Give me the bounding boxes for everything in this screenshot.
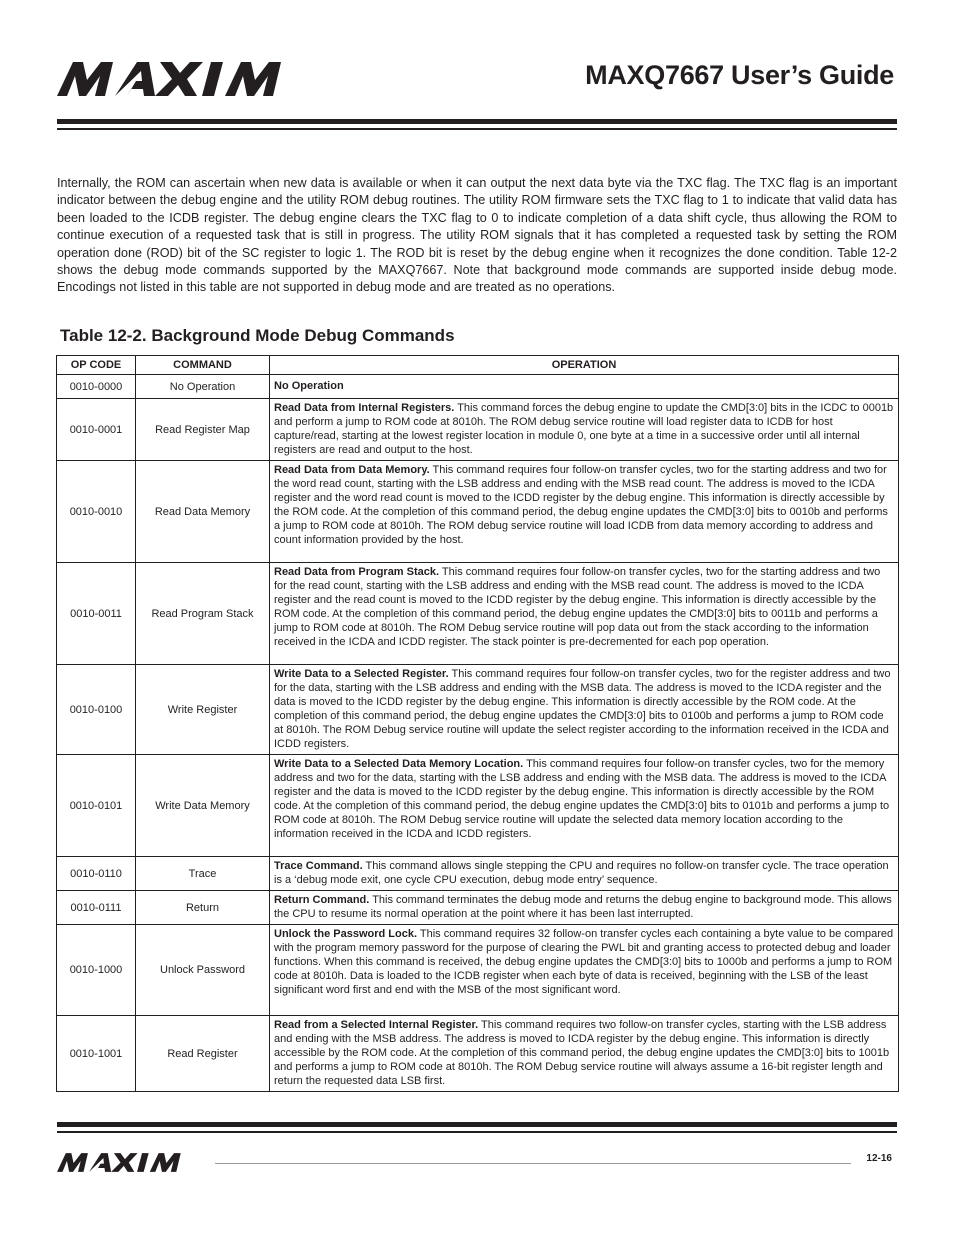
table-row	[57, 399, 899, 461]
operation-text: This command allows single stepping the CPU and requires no follow-on transfer cycle. The trace operation is a ‘debug mode exit, one cycle CPU execution, debug mode entry’ sequence.	[274, 860, 889, 886]
column-header-command: COMMAND	[136, 356, 270, 375]
table-row	[57, 925, 899, 1016]
operation-text: This command requires four follow-on transfer cycles, two for the register address and two for the data, starting with the LSB address and ending with the MSB data. The address is moved to the ICDA register and the data is moved to the ICDD register by the debug engine. This information is directly accessible by the ROM code. At the completion of this command period, the debug engine updates the CMD[3:0] bits to 0100b and performs a jump to ROM code at 8010h. The ROM Debug service routine will update the select register according to the information received in the ICDA and ICDD registers.	[274, 668, 891, 750]
intro-paragraph: Internally, the ROM can ascertain when new data is available or when it can output the next data byte via the TXC flag. The TXC flag is an important indicator between the debug engine and the utility ROM debug routines. The utility ROM firmware sets the TXC flag to 1 to indicate that valid data has been loaded to the ICDB register. The debug engine clears the TXC flag to 0 to indicate completion of a data shift cycle, thus allowing the ROM to continue execution of a requested task that is still in progress. The utility ROM signals that it has completed a requested task by setting the ROM operation done (ROD) bit of the SC register to logic 1. The ROD bit is reset by the debug engine when it recognizes the done condition. Table 12-2 shows the debug mode commands supported by the MAXQ7667. Note that background mode commands are supported inside debug mode. Encodings not listed in this table are not supported in debug mode and are treated as no operations.	[57, 176, 897, 295]
operation-cell	[270, 857, 899, 891]
table-row	[57, 891, 899, 925]
command-cell: Trace	[136, 857, 270, 891]
maxim-logo-shapes	[57, 62, 281, 96]
operation-text: This command requires four follow-on transfer cycles, two for the starting address and two for the read count, starting with the LSB address and ending with the MSB read count. The address is moved to the ICDA register and the read count is moved to the ICDD register by the debug engine. This information is directly accessible by the ROM code. At the completion of this command period, the debug engine updates the CMD[3:0] bits to 0011b and performs a jump to ROM code at 8010h. The ROM Debug service routine will pop data out from the stack according to the information received in the ICDA and ICDD register. The stack pointer is pre-decremented for each pop operation.	[274, 566, 881, 648]
op-code-cell: 0010-0110	[57, 857, 136, 891]
table-row	[57, 563, 899, 665]
table-row	[57, 665, 899, 755]
operation-title: Read Data from Program Stack.	[274, 566, 440, 578]
operation-title: Unlock the Password Lock.	[274, 928, 418, 940]
op-code-cell: 0010-1001	[57, 1016, 136, 1092]
operation-cell	[270, 891, 899, 925]
operation-cell	[270, 399, 899, 461]
op-code-cell: 0010-0101	[57, 755, 136, 857]
maxim-logo-footer	[57, 1153, 205, 1172]
maxim-logo-footer-shapes	[57, 1153, 181, 1172]
op-code-cell: 0010-0111	[57, 891, 136, 925]
document-title: MAXQ7667 User’s Guide	[585, 60, 894, 90]
table-row	[57, 857, 899, 891]
command-cell: Read Register	[136, 1016, 270, 1092]
operation-text: This command requires two follow-on transfer cycles, starting with the LSB address and ending with the MSB address. The address is moved to ICDA register by the debug engine. This information is directly accessible by the ROM code. At the completion of this command period, the debug engine updates the CMD[3:0] bits to 1001b and performs a jump to ROM code at 8010h. The ROM Debug service routine will always assume a 16-bit register length and return the requested data LSB first.	[274, 1019, 890, 1087]
op-code-cell: 0010-0100	[57, 665, 136, 755]
table-row	[57, 1016, 899, 1092]
maxim-logo	[57, 62, 325, 96]
operation-title: Read from a Selected Internal Register.	[274, 1019, 479, 1031]
operation-title: Return Command.	[274, 894, 370, 906]
op-code-cell: 0010-0011	[57, 563, 136, 665]
operation-cell	[270, 665, 899, 755]
table-row	[57, 461, 899, 563]
operation-cell	[270, 1016, 899, 1092]
command-cell: Read Register Map	[136, 399, 270, 461]
operation-cell	[270, 755, 899, 857]
operation-title: Write Data to a Selected Register.	[274, 668, 449, 680]
operation-title: Read Data from Internal Registers.	[274, 402, 455, 414]
footer-rule-thin	[57, 1131, 897, 1133]
operation-title: Trace Command.	[274, 860, 363, 872]
command-cell: Return	[136, 891, 270, 925]
op-code-cell: 0010-1000	[57, 925, 136, 1016]
command-cell: Read Data Memory	[136, 461, 270, 563]
operation-cell	[270, 563, 899, 665]
footer-divider	[215, 1163, 851, 1164]
command-cell: Write Register	[136, 665, 270, 755]
command-cell: Unlock Password	[136, 925, 270, 1016]
header-rule-thin	[57, 128, 897, 130]
operation-cell	[270, 461, 899, 563]
operation-text: This command requires four follow-on transfer cycles, two for the memory address and two for the data, starting with the LSB address and ending with the MSB data. The address is moved to the ICDA register and the data is moved to the ICDD register by the debug engine. This information is directly accessible by the ROM code. At the completion of this command period, the debug engine updates the CMD[3:0] bits to 0101b and performs a jump to ROM code at 8010h. The ROM Debug service routine will update the selected data memory location according to the information received in the ICDA and ICDD registers.	[274, 758, 890, 840]
table-header-row	[57, 356, 899, 375]
table-row	[57, 375, 899, 399]
operation-text: This command requires four follow-on transfer cycles, two for the starting address and two for the word read count, starting with the LSB address and ending with the MSB read count. The address is moved to the ICDA register and the word read count is moved to the ICDD register by the debug engine. This information is directly accessible by the ROM code. At the completion of this command period, the debug engine updates the CMD[3:0] bits to 0010b and performs a jump to ROM code at 8010h. The ROM debug service routine will load ICDB from data memory according to address and count information provided by the host.	[274, 464, 888, 546]
footer-rule-thick	[57, 1122, 897, 1127]
column-header-operation: OPERATION	[270, 356, 899, 375]
operation-title: No Operation	[274, 380, 344, 392]
operation-title: Write Data to a Selected Data Memory Location.	[274, 758, 524, 770]
header-rule-thick	[57, 119, 897, 124]
operation-cell	[270, 925, 899, 1016]
table-title: Table 12-2. Background Mode Debug Commands	[60, 326, 455, 345]
op-code-cell: 0010-0010	[57, 461, 136, 563]
op-code-cell: 0010-0001	[57, 399, 136, 461]
page-number: 12-16	[866, 1153, 892, 1164]
table-row	[57, 755, 899, 857]
command-cell: Read Program Stack	[136, 563, 270, 665]
debug-commands-table	[56, 355, 899, 1092]
operation-text: This command terminates the debug mode and returns the debug engine to background mode. This allows the CPU to resume its normal operation at the point where it has been last interrupted.	[274, 894, 892, 920]
command-cell: No Operation	[136, 375, 270, 399]
op-code-cell: 0010-0000	[57, 375, 136, 399]
operation-title: Read Data from Data Memory.	[274, 464, 430, 476]
command-cell: Write Data Memory	[136, 755, 270, 857]
operation-cell	[270, 375, 899, 399]
operation-text: This command forces the debug engine to update the CMD[3:0] bits in the ICDC to 0001b and perform a jump to ROM code at 8010h. The ROM debug service routine will load register data to ICDB for host capture/read, starting at the lowest register location in module 0, one byte at a time in a successive order until all internal registers are read and output to the host.	[274, 402, 894, 456]
column-header-op-code: OP CODE	[57, 356, 136, 375]
operation-text: This command requires 32 follow-on transfer cycles each containing a byte value to be compared with the program memory password for the purpose of clearing the PWL bit and granting access to protected debug and loader functions. When this command is received, the debug engine updates the CMD[3:0] bits to 1000b and performs a jump to ROM code at 8010h. Data is loaded to the ICDB register when each byte of data is received, beginning with the LSB of the least significant word first and end with the MSB of the most significant word.	[274, 928, 894, 996]
